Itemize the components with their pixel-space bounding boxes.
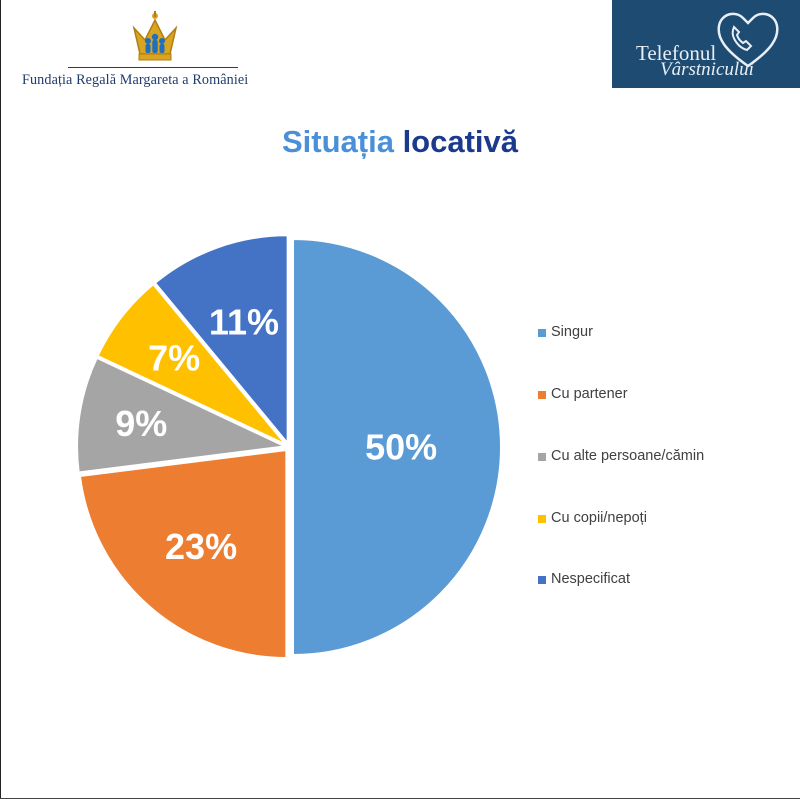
pie-label-nespecificat: 11% [208, 301, 280, 343]
legend-swatch [538, 391, 546, 399]
legend-label: Cu copii/nepoți [551, 510, 647, 526]
pie-label-cu-partener: 23% [165, 526, 238, 568]
legend-swatch [538, 329, 546, 337]
legend-label: Nespecificat [551, 571, 630, 587]
pie-label-cu-alte-persoane: 9% [115, 403, 168, 445]
chart-title-part-1: Situația [281, 124, 394, 159]
legend-swatch [538, 453, 546, 461]
chart-title-part-2: locativă [402, 124, 519, 159]
legend-swatch [538, 515, 546, 523]
legend-label: Cu partener [551, 386, 628, 402]
legend-label: Singur [551, 324, 593, 340]
logo-text-telefonul: Telefonul [636, 41, 717, 65]
pie-label-cu-copii: 7% [148, 337, 201, 379]
foundation-name: Fundația Regală Margareta a României [22, 72, 249, 88]
logo-text-varstnicului: Vârstnicului [660, 59, 754, 80]
legend-label: Cu alte persoane/cămin [551, 448, 705, 464]
legend-swatch [538, 576, 546, 584]
pie-label-singur: 50% [365, 426, 438, 468]
